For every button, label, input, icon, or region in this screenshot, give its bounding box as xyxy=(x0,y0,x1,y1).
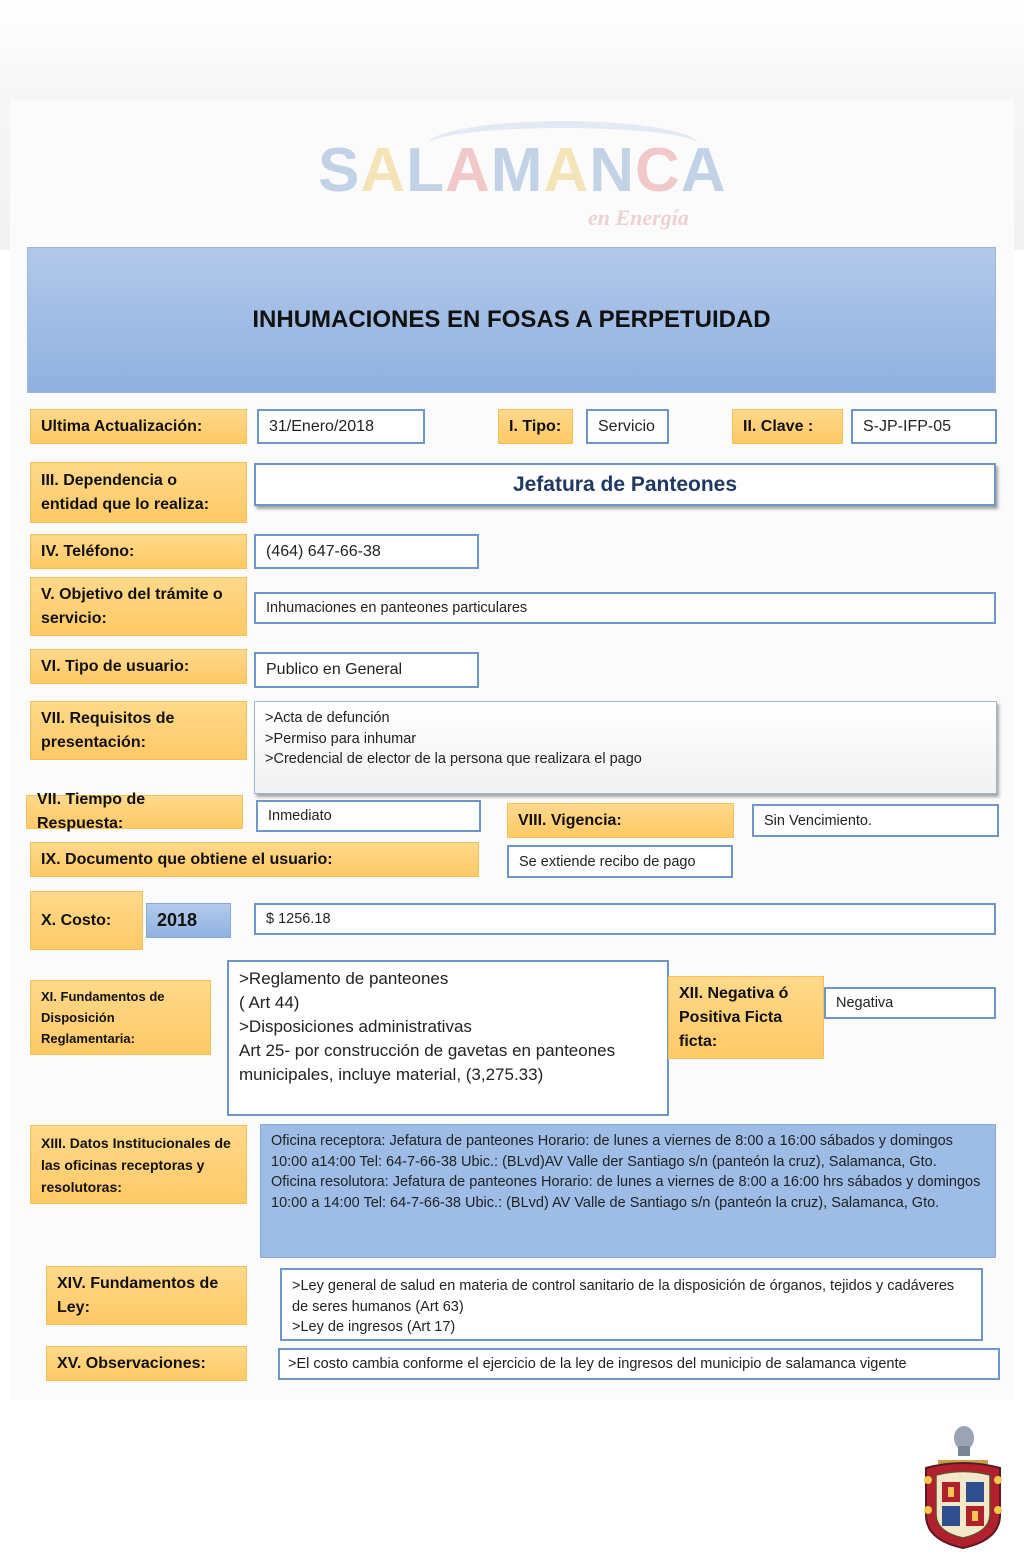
costo-label: X. Costo: xyxy=(30,891,143,950)
objetivo-value: Inhumaciones en panteones particulares xyxy=(254,592,996,624)
negativa-value: Negativa xyxy=(824,987,996,1019)
fundamentos-ley-label: XIV. Fundamentos de Ley: xyxy=(46,1266,247,1325)
usuario-label: VI. Tipo de usuario: xyxy=(30,649,247,684)
telefono-value: (464) 647-66-38 xyxy=(254,534,479,569)
logo-tagline: en Energía xyxy=(588,205,689,230)
tipo-label: I. Tipo: xyxy=(498,409,573,444)
documento-value: Se extiende recibo de pago xyxy=(507,845,733,878)
tiempo-label: VII. Tiempo de Respuesta: xyxy=(26,795,243,829)
fundamentos-disp-value: >Reglamento de panteones ( Art 44) >Disposiciones administrativas Art 25- por construcción de gavetas en panteones municipales, incluye material, (3,275.33) xyxy=(227,960,669,1116)
update-value: 31/Enero/2018 xyxy=(257,409,425,444)
tipo-value: Servicio xyxy=(586,409,669,444)
observaciones-label: XV. Observaciones: xyxy=(46,1346,247,1381)
logo-wordmark: SALAMANCA xyxy=(318,136,727,205)
negativa-label: XII. Negativa ó Positiva Ficta ficta: xyxy=(668,976,824,1059)
documento-label: IX. Documento que obtiene el usuario: xyxy=(30,842,479,877)
update-label: Ultima Actualización: xyxy=(30,409,247,444)
telefono-label: IV. Teléfono: xyxy=(30,534,247,569)
requisitos-label: VII. Requisitos de presentación: xyxy=(30,701,247,760)
dependencia-value: Jefatura de Panteones xyxy=(254,463,996,506)
fundamentos-ley-value: >Ley general de salud en materia de control sanitario de la disposición de órganos, tejidos y cadáveres de seres humanos (Art 63) >Ley de ingresos (Art 17) xyxy=(280,1268,983,1341)
datos-label: XIII. Datos Institucionales de las oficinas receptoras y resolutoras: xyxy=(30,1125,247,1204)
tiempo-value: Inmediato xyxy=(256,800,481,832)
costo-year: 2018 xyxy=(146,903,231,938)
clave-label: II. Clave : xyxy=(732,409,843,444)
vigencia-value: Sin Vencimiento. xyxy=(752,804,999,837)
observaciones-value: >El costo cambia conforme el ejercicio de la ley de ingresos del municipio de salamanca vigente xyxy=(278,1348,1000,1380)
salamanca-logo xyxy=(318,135,738,245)
usuario-value: Publico en General xyxy=(254,652,479,688)
title-banner xyxy=(27,247,996,393)
vigencia-label: VIII. Vigencia: xyxy=(507,803,734,838)
costo-value: $ 1256.18 xyxy=(254,903,996,935)
coat-of-arms-icon xyxy=(918,1420,1008,1552)
page-title: INHUMACIONES EN FOSAS A PERPETUIDAD xyxy=(252,306,771,333)
fundamentos-disp-label: XI. Fundamentos de Disposición Reglamentaria: xyxy=(30,980,211,1055)
clave-value: S-JP-IFP-05 xyxy=(851,409,997,444)
datos-value: Oficina receptora: Jefatura de panteones Horario: de lunes a viernes de 8:00 a 16:00 sábados y domingos 10:00 a14:00 Tel: 64-7-66-38 Ubic.: (BLvd)AV Valle der Santiago s/n (panteón la cruz), Salamanca, Gto. Oficina resolutora: Jefatura de panteones Horario: de lunes a viernes de 8:00 a 16:00 hrs sábados y domingos 10:00 a 14:00 Tel: 64-7-66-38 Ubic.: (BLvd) AV Valle de Santiago s/n (panteón la cruz), Salamanca, Gto. xyxy=(260,1124,996,1258)
dependencia-label: III. Dependencia o entidad que lo realiza: xyxy=(30,462,247,523)
requisitos-value: >Acta de defunción >Permiso para inhumar >Credencial de elector de la persona que realizara el pago xyxy=(254,701,997,794)
objetivo-label: V. Objetivo del trámite o servicio: xyxy=(30,577,247,636)
